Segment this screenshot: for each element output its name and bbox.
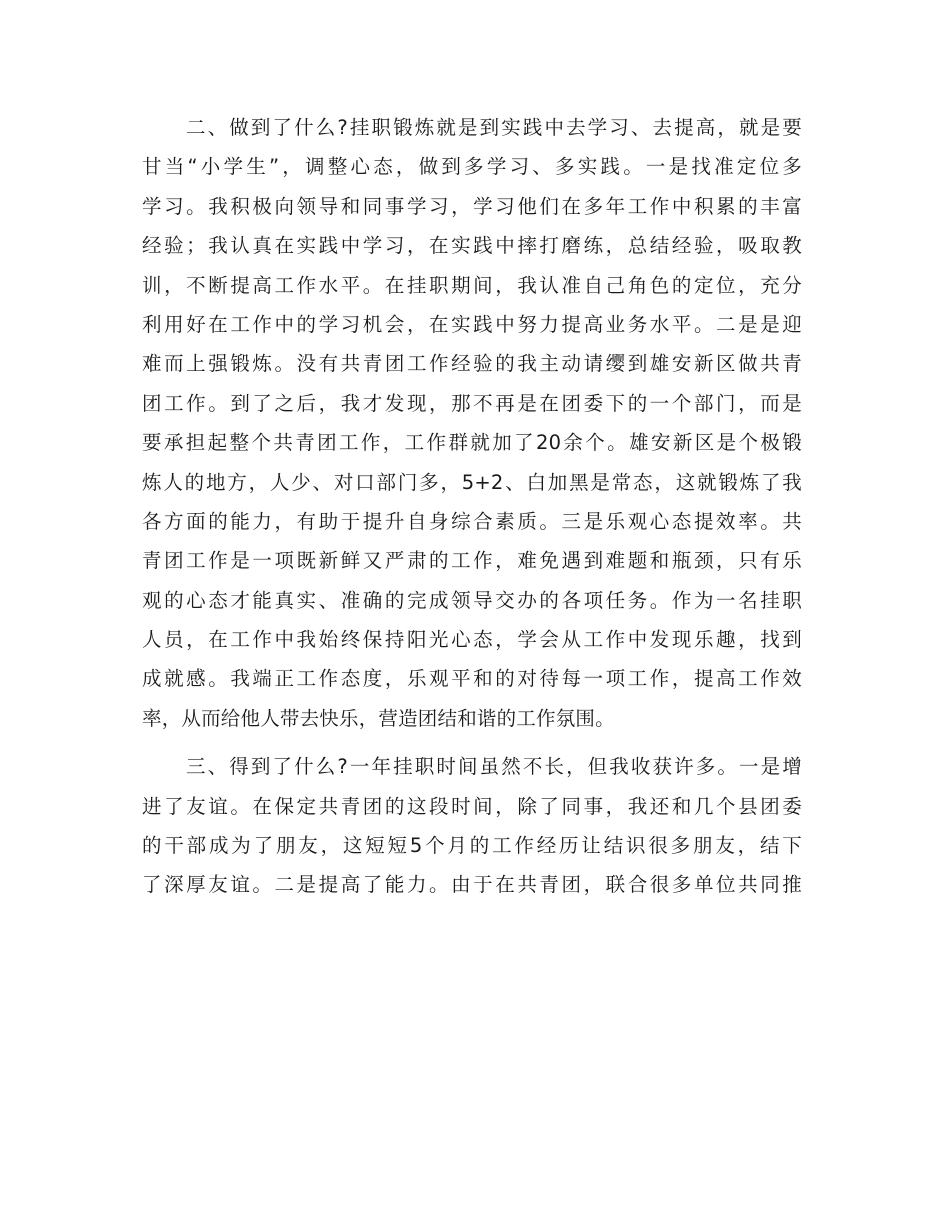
paragraph-line: 率，从而给他人带去快乐，营造团结和谐的工作氛围。 <box>142 706 615 730</box>
paragraph-line: 团工作。到了之后，我才发现，那不再是在团委下的一个部门，而是 <box>142 391 802 415</box>
paragraph-section-three <box>142 747 802 905</box>
paragraph-line: 的干部成为了朋友，这短短5个月的工作经历让结识很多朋友，结下 <box>142 834 802 858</box>
paragraph-line: 成就感。我端正工作态度，乐观平和的对待每一项工作，提高工作效 <box>142 667 802 691</box>
paragraph-line: 人员，在工作中我始终保持阳光心态，学会从工作中发现乐趣，找到 <box>142 628 802 652</box>
paragraph-spacer <box>142 738 802 747</box>
paragraph-line: 难而上强锻炼。没有共青团工作经验的我主动请缨到雄安新区做共青 <box>142 352 802 376</box>
paragraph-line: 甘当“小学生”，调整心态，做到多学习、多实践。一是找准定位多 <box>142 155 802 179</box>
paragraph-line: 炼人的地方，人少、对口部门多，5+2、白加黑是常态，这就锻炼了我 <box>142 470 802 494</box>
paragraph-line: 要承担起整个共青团工作，工作群就加了20余个。雄安新区是个极锻 <box>142 431 802 455</box>
paragraph-line: 观的心态才能真实、准确的完成领导交办的各项任务。作为一名挂职 <box>142 588 802 612</box>
paragraph-line: 二、做到了什么?挂职锻炼就是到实践中去学习、去提高，就是要 <box>186 116 802 139</box>
document-body <box>142 108 802 905</box>
paragraph-line: 学习。我积极向领导和同事学习，学习他们在多年工作中积累的丰富 <box>142 194 802 218</box>
paragraph-line: 青团工作是一项既新鲜又严肃的工作，难免遇到难题和瓶颈，只有乐 <box>142 549 802 573</box>
paragraph-line: 利用好在工作中的学习机会，在实践中努力提高业务水平。二是是迎 <box>142 312 802 336</box>
paragraph-line: 训，不断提高工作水平。在挂职期间，我认准自己角色的定位，充分 <box>142 273 802 297</box>
paragraph-line: 各方面的能力，有助于提升自身综合素质。三是乐观心态提效率。共 <box>142 509 802 533</box>
paragraph-line: 三、得到了什么?一年挂职时间虽然不长，但我收获许多。一是增 <box>186 755 802 779</box>
paragraph-line: 经验；我认真在实践中学习，在实践中摔打磨练，总结经验，吸取教 <box>142 234 802 258</box>
paragraph-section-two <box>142 108 802 738</box>
paragraph-line: 了深厚友谊。二是提高了能力。由于在共青团，联合很多单位共同推 <box>142 873 802 897</box>
paragraph-line: 进了友谊。在保定共青团的这段时间，除了同事，我还和几个县团委 <box>142 794 802 818</box>
